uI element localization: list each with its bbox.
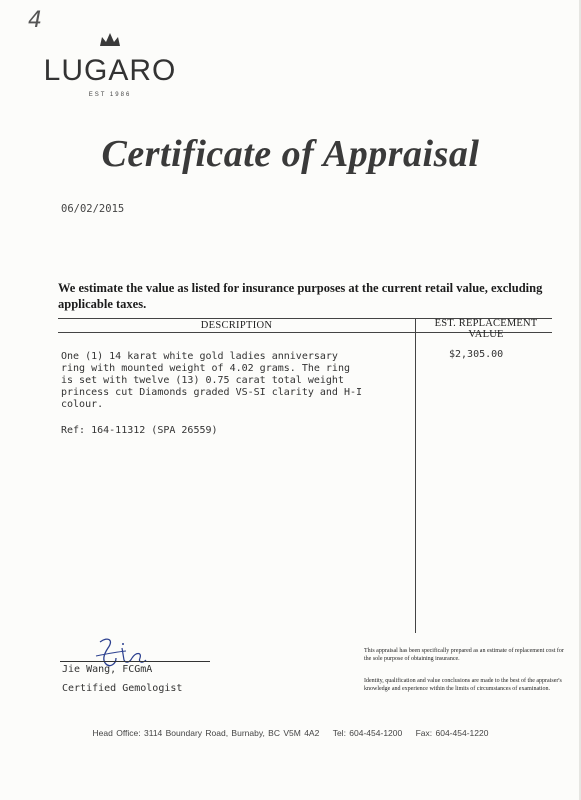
intro-statement: We estimate the value as listed for insurance purposes at the current retail value, excluding applicable taxes.: [58, 281, 543, 311]
brand-logo: LUGARO: [43, 54, 177, 87]
crown-logo-icon: [98, 32, 122, 48]
handwritten-page-number: 4: [28, 8, 42, 33]
document-title: Certificate of Appraisal: [101, 133, 480, 175]
item-reference: Ref: 164-11312 (SPA 26559): [61, 425, 218, 436]
column-header-description: DESCRIPTION: [200, 320, 273, 331]
footer-contact: [0, 728, 581, 738]
table-column-divider: [415, 318, 416, 633]
column-header-value: EST. REPLACEMENT VALUE: [434, 318, 538, 340]
brand-established: EST 1986: [88, 92, 132, 98]
appraiser-name: Jie Wang, FCGmA: [62, 664, 153, 675]
appraisal-date: 06/02/2015: [61, 203, 125, 215]
head-office-address: Head Office: 3114 Boundary Road, Burnaby, BC V5M 4A2: [92, 728, 320, 738]
replacement-value: $2,305.00: [449, 349, 504, 360]
basis-note: Identity, qualification and value conclusions are made to the best of the appraiser's knowledge and experience within the limits of circumstances of examination.: [364, 678, 562, 692]
appraiser-title: Certified Gemologist: [62, 683, 183, 694]
telephone: Tel: 604-454-1200: [332, 728, 403, 738]
signature-line: [60, 661, 210, 662]
purpose-note: This appraisal has been specifically prepared as an estimate of replacement cost for the sole purpose of obtaining insurance.: [364, 648, 564, 662]
fax: Fax: 604-454-1220: [415, 728, 489, 738]
item-description: One (1) 14 karat white gold ladies anniversary ring with mounted weight of 4.02 grams. The ring is set with twelve (13) 0.75 carat total weight princess cut Diamonds graded VS-SI clarity and H-I colour.: [61, 351, 363, 410]
